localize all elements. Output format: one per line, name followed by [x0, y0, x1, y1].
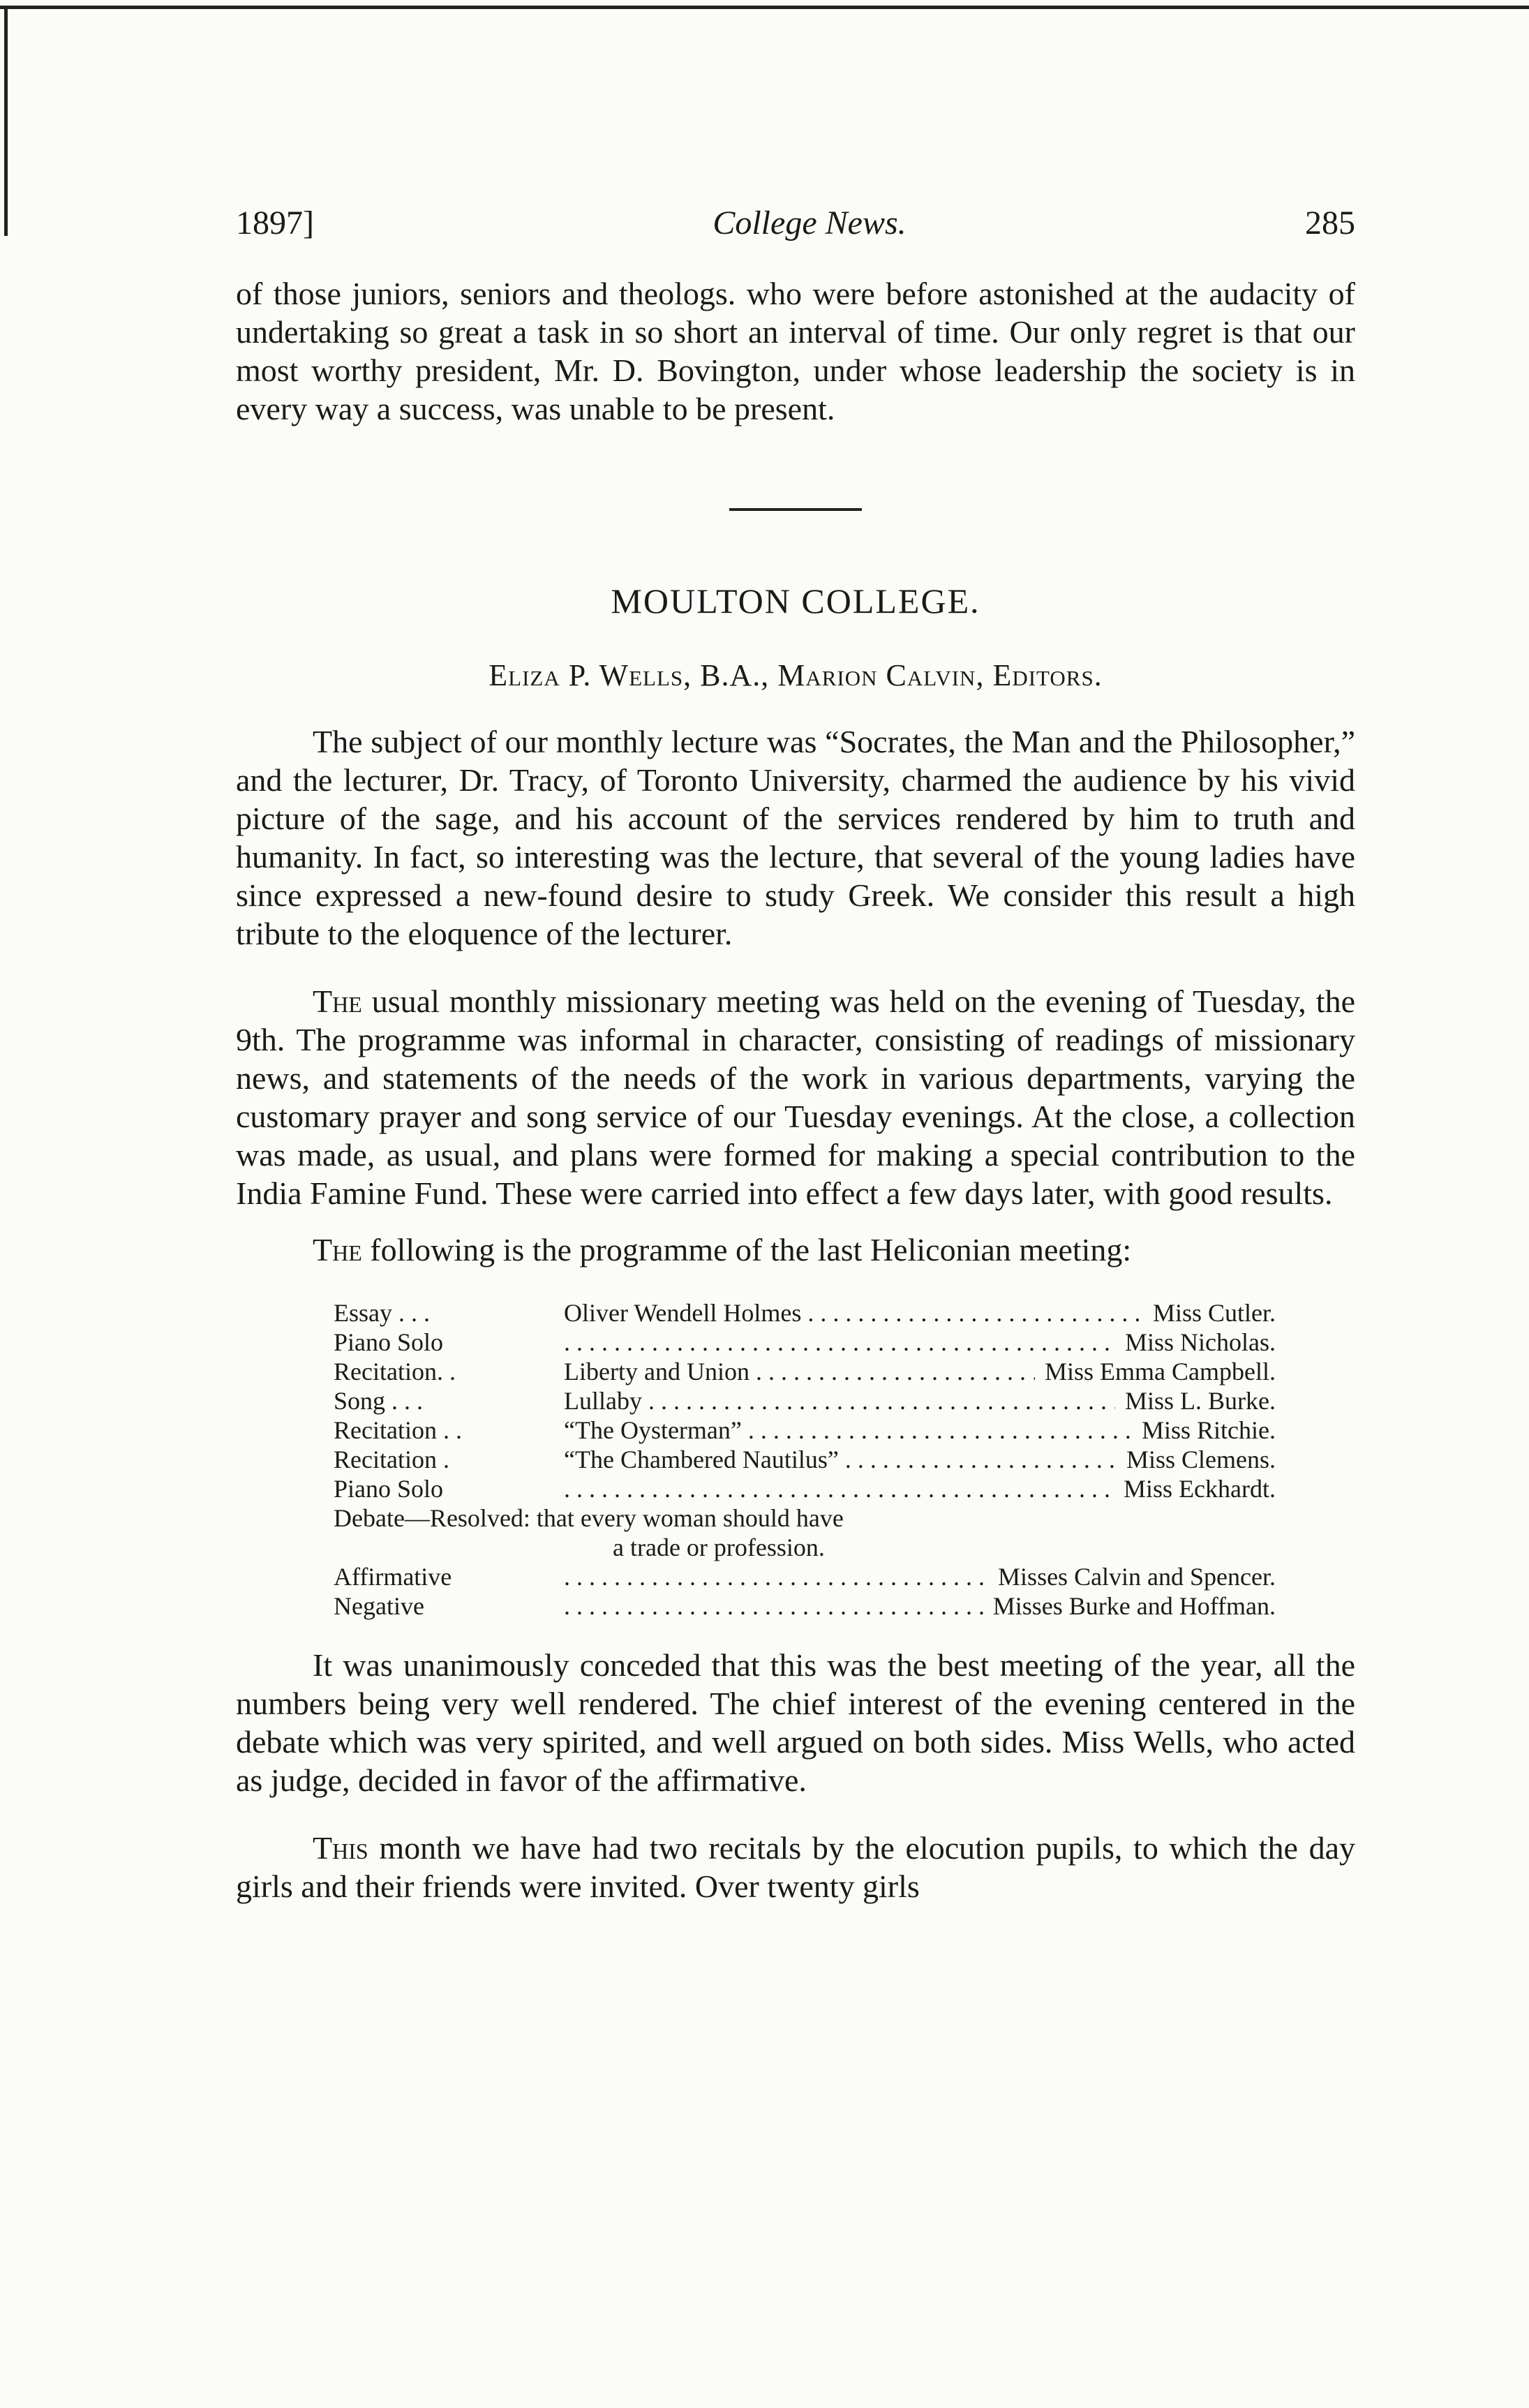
programme-title: Liberty and Union . . . . .	[564, 1357, 1035, 1386]
programme-title	[564, 1328, 1115, 1357]
programme-performer: Miss L. Burke.	[1125, 1387, 1276, 1415]
debate-side-row	[334, 1591, 1276, 1621]
missionary-text: usual monthly missionary meeting was held on the evening of Tuesday, the 9th. The programme was informal in character, consisting of readings of missionary news, and statements of the needs of the work in various departments, varying the customary prayer and song service of our Tuesday evenings. At the close, a collection was made, as usual, and plans were formed for making a special contribution to the India Famine Fund. These were carried into effect a few days later, with good results.	[236, 983, 1355, 1211]
programme-row	[334, 1357, 1276, 1386]
recitals-paragraph	[236, 1829, 1355, 1905]
programme-performer: Miss Nicholas.	[1125, 1328, 1276, 1356]
header-year: 1897]	[236, 205, 314, 241]
missionary-lead: The	[313, 983, 362, 1019]
debate-leader	[564, 1562, 988, 1591]
programme-title: “The Oysterman” . . .	[564, 1415, 1132, 1445]
programme-item: Piano Solo	[334, 1328, 444, 1356]
debate-resolution-cont: a trade or profession.	[613, 1533, 825, 1561]
programme-performer: Miss Clemens.	[1126, 1445, 1276, 1473]
running-head	[236, 204, 1355, 242]
programme-row	[334, 1445, 1276, 1474]
programme-row	[334, 1328, 1276, 1357]
programme-intro-text: following is the programme of the last Heliconian meeting:	[361, 1232, 1132, 1268]
section-heading: MOULTON COLLEGE.	[611, 581, 980, 620]
programme-row	[334, 1386, 1276, 1415]
debate-team: Misses Calvin and Spencer.	[998, 1563, 1276, 1591]
debate-team: Misses Burke and Hoffman.	[992, 1592, 1276, 1620]
programme-performer: Miss Eckhardt.	[1124, 1475, 1276, 1503]
header-page-number: 285	[1304, 205, 1355, 241]
debate-side: Negative	[334, 1592, 424, 1620]
after-programme-paragraph: It was unanimously conceded that this was the best meeting of the year, all the numbers being very well rendered. The chief interest of the evening centered in the debate which was very spirited, and well argued on both sides. Miss Wells, who acted as judge, decided in favor of the affirmative.	[236, 1647, 1355, 1798]
programme-performer: Miss Emma Campbell.	[1045, 1358, 1276, 1385]
programme-item: Recitation .	[334, 1445, 449, 1473]
programme-list	[334, 1298, 1276, 1621]
page-border-left	[4, 6, 8, 236]
programme-performer: Miss Ritchie.	[1141, 1416, 1276, 1444]
debate-leader	[564, 1591, 983, 1621]
programme-performer: Miss Cutler.	[1152, 1299, 1276, 1327]
programme-item: Essay . . .	[334, 1299, 430, 1327]
programme-intro-lead: The	[313, 1232, 362, 1268]
programme-title: “The Chambered Nautilus” . . . . .	[564, 1445, 1117, 1474]
section-divider	[729, 508, 862, 511]
programme-item: Recitation . .	[334, 1416, 462, 1444]
programme-row	[334, 1474, 1276, 1503]
debate-side: Affirmative	[334, 1563, 452, 1591]
programme-row	[334, 1415, 1276, 1445]
journal-page	[236, 204, 1355, 1905]
programme-item: Song . . .	[334, 1387, 424, 1415]
programme-intro	[236, 1231, 1355, 1269]
debate-side-row	[334, 1562, 1276, 1591]
programme-row	[334, 1298, 1276, 1328]
recitals-lead: This	[313, 1830, 368, 1866]
recitals-text: month we have had two recitals by the elocution pupils, to which the day girls and their friends were invited. Over twenty girls	[236, 1830, 1355, 1904]
programme-item: Piano Solo	[334, 1475, 444, 1503]
missionary-paragraph	[236, 982, 1355, 1212]
page-border-top	[0, 6, 1529, 9]
intro-paragraph: of those juniors, seniors and theologs. who were before astonished at the audacity of undertaking so great a task in so short an interval of time. Our only regret is that our most worthy president, Mr. D. Bovington, under whose leadership the society is in every way a success, was unable to be present.	[236, 276, 1355, 426]
programme-title: Lullaby . . .	[564, 1386, 1115, 1415]
programme-title	[564, 1474, 1114, 1503]
section-editors: Eliza P. Wells, B.A., Marion Calvin, Editors.	[488, 658, 1103, 692]
lecture-paragraph: The subject of our monthly lecture was “Socrates, the Man and the Philosopher,” and the lecturer, Dr. Tracy, of Toronto University, charmed the audience by his vivid picture of the sage, and his account of the services rendered by him to truth and humanity. In fact, so interesting was the lecture, that several of the young ladies have since expressed a new-found desire to study Greek. We consider this result a high tribute to the eloquence of the lecturer.	[236, 724, 1355, 951]
debate-resolution: Debate—Resolved: that every woman should have	[334, 1504, 844, 1532]
programme-item: Recitation. .	[334, 1358, 456, 1385]
header-title: College News.	[713, 205, 907, 241]
programme-title: Oliver Wendell Holmes . . .	[564, 1298, 1143, 1328]
